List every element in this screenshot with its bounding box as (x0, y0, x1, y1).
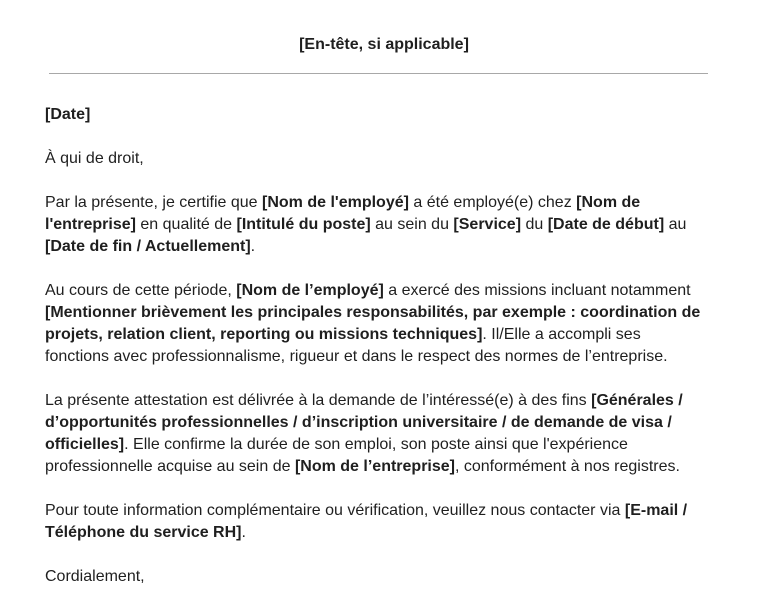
placeholder-field-text: [Service] (453, 216, 522, 233)
placeholder-field-text: [Date de début] (547, 216, 665, 233)
body-text: . Elle confirme la durée de son emploi, son poste ainsi que l'expérience professionnelle acquise au sein de (45, 436, 628, 475)
paragraph (45, 280, 708, 368)
body-text: Pour toute information complémentaire ou vérification, veuillez nous contacter via (45, 502, 625, 519)
placeholder-field-text: [Générales / d’opportunités professionnelles / d’inscription universitaire / de demande de visa / officielles] (45, 392, 683, 453)
paragraphs-container (45, 192, 708, 544)
placeholder-field-text: [Mentionner brièvement les principales responsabilités, par exemple : coordination de projets, relation client, reporting ou missions techniques] (45, 304, 701, 343)
letter-body (45, 104, 708, 588)
paragraph (45, 192, 708, 258)
placeholder-field-text: [Date de fin / Actuellement] (45, 238, 251, 255)
header-divider (49, 73, 708, 74)
body-text: . Il/Elle a accompli ses fonctions avec professionnalisme, rigueur et dans le respect des normes de l’entreprise. (45, 326, 668, 365)
paragraph (45, 390, 708, 478)
body-text: au sein du (370, 216, 454, 233)
placeholder-field-text: [Nom de l'employé] (262, 194, 409, 211)
body-text: au (664, 216, 687, 233)
body-text: a exercé des missions incluant notamment (383, 282, 691, 299)
placeholder-field-text: [Nom de l’employé] (236, 282, 384, 299)
placeholder-field-text: [E-mail / Téléphone du service RH] (45, 502, 688, 541)
salutation-line: À qui de droit, (45, 150, 144, 167)
body-text: La présente attestation est délivrée à la demande de l’intéressé(e) à des fins (45, 392, 592, 409)
placeholder-field-text: [Nom de l'entreprise] (45, 194, 641, 233)
date-placeholder: [Date] (45, 106, 91, 123)
body-text: Au cours de cette période, (45, 282, 237, 299)
body-text: , conformément à nos registres. (454, 458, 680, 475)
body-text: du (521, 216, 548, 233)
letter-header-placeholder: [En-tête, si applicable] (299, 36, 469, 53)
closing-line: Cordialement, (45, 568, 145, 585)
placeholder-field-text: [Intitulé du poste] (236, 216, 371, 233)
paragraph (45, 500, 708, 544)
body-text: . (250, 238, 256, 255)
body-text: a été employé(e) chez (408, 194, 577, 211)
placeholder-field-text: [Nom de l’entreprise] (294, 458, 455, 475)
body-text: Par la présente, je certifie que (45, 194, 263, 211)
body-text: en qualité de (135, 216, 237, 233)
body-text: . (241, 524, 246, 541)
